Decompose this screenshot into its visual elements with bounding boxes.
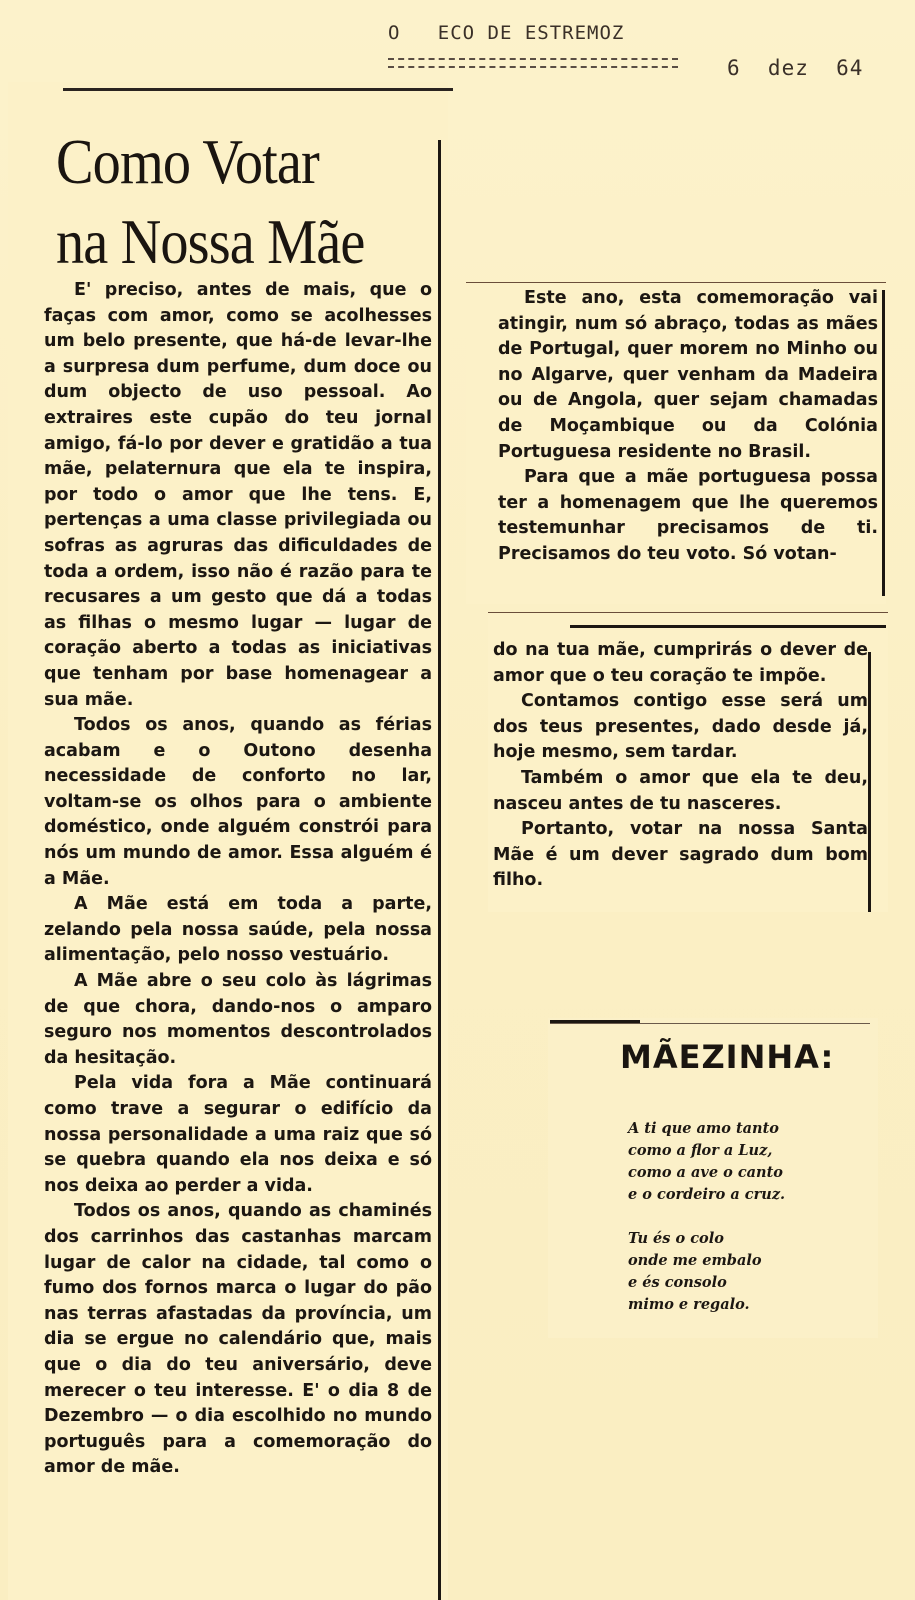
poem-line: como a flor a Luz,: [628, 1142, 773, 1159]
poem-line: e és consolo: [628, 1274, 727, 1291]
poem-rule: [550, 1023, 870, 1024]
column-rule: [868, 652, 871, 912]
poem-line: Tu és o colo: [628, 1230, 724, 1247]
poem-line: e o cordeiro a cruz.: [628, 1186, 786, 1203]
column-rule: [438, 140, 441, 1600]
article-clipping-main: [8, 82, 448, 1600]
column-rule: [882, 290, 885, 596]
poem-line: A ti que amo tanto: [628, 1120, 779, 1137]
paragraph: Também o amor que ela te deu, nasceu antes de tu nasceres.: [493, 767, 868, 814]
publication-underline: [388, 58, 678, 68]
paragraph: Contamos contigo esse será um dos teus presentes, dado desde já, hoje mesmo, sem tardar.: [493, 691, 868, 763]
section-rule: [570, 625, 886, 628]
poem-stanza: [628, 1228, 785, 1316]
headline: [56, 122, 399, 282]
top-rule: [466, 282, 886, 283]
headline-line-2: na Nossa Mãe: [56, 206, 365, 277]
top-rule: [488, 612, 888, 613]
paragraph: do na tua mãe, cumprirás o dever de amor que o teu coração te impõe.: [493, 640, 868, 686]
poem-body: [628, 1118, 785, 1338]
poem-stanza: [628, 1118, 785, 1206]
poem-line: como a ave o canto: [628, 1164, 783, 1181]
article-clipping-right-top: [466, 282, 886, 604]
poem-line: onde me embalo: [628, 1252, 762, 1269]
left-column-text: [44, 278, 432, 1481]
poem-title: MÃEZINHA:: [620, 1038, 835, 1076]
top-rule: [63, 88, 453, 91]
paragraph: Todos os anos, quando as chaminés dos carrinhos das castanhas marcam lugar de calor na cidade, tal como o fumo dos fornos marca o lugar do pão nas terras afastadas da província, um dia se ergue no calendário que, mais que o dia do teu aniversário, deve merecer o teu interesse. E' o dia 8 de Dezembro — o dia escolhido no mundo português para a comemoração do amor de mãe.: [44, 1201, 432, 1478]
paragraph: A Mãe abre o seu colo às lágrimas de que chora, dando-nos o amparo seguro nos momentos descontrolados da hesitação.: [44, 971, 432, 1068]
paragraph: A Mãe está em toda a parte, zelando pela nossa saúde, pela nossa alimentação, pelo nosso vestuário.: [44, 894, 432, 966]
paragraph: Para que a mãe portuguesa possa ter a homenagem que lhe queremos testemunhar precisamos de ti. Precisamos do teu voto. Só votan-: [498, 467, 878, 564]
right-column-b-text: [493, 638, 868, 894]
paragraph: Portanto, votar na nossa Santa Mãe é um dever sagrado dum bom filho.: [493, 819, 868, 891]
headline-line-1: Como Votar: [56, 126, 319, 197]
poem-clipping: [548, 1018, 878, 1338]
right-column-a-text: [498, 286, 878, 568]
publication-name: O ECO DE ESTREMOZ: [388, 22, 625, 44]
article-clipping-right-bottom: [488, 612, 888, 912]
poem-line: mimo e regalo.: [628, 1296, 750, 1313]
paragraph: E' preciso, antes de mais, que o faças com amor, como se acolhesses um belo presente, que há-de levar-lhe a surpresa dum perfume, dum doce ou dum objecto de uso pessoal. Ao extraires este cupão do teu jornal amigo, fá-lo por dever e gratidão a tua mãe, pelaternura que ela te inspira, por todo o amor que lhe tens. E, pertenças a uma classe privilegiada ou sofras as agruras das dificuldades de toda a ordem, isso não é razão para te recusares a um gesto que dá a todas as filhas o mesmo lugar — lugar de coração aberto a todas as iniciativas que tenham por base homenagear a sua mãe.: [44, 280, 432, 710]
paragraph: Pela vida fora a Mãe continuará como trave a segurar o edifício da nossa personalidade a uma raiz que só se quebra quando ela nos deixa e só nos deixa ao perder a vida.: [44, 1073, 432, 1196]
paragraph: Todos os anos, quando as férias acabam e o Outono desenha necessidade de conforto no lar, voltam-se os olhos para o ambiente doméstico, onde alguém constrói para nós um mundo de amor. Essa alguém é a Mãe.: [44, 715, 432, 889]
publication-date: 6 dez 64: [727, 56, 864, 80]
paragraph: Este ano, esta comemoração vai atingir, num só abraço, todas as mães de Portugal, quer morem no Minho ou no Algarve, quer venham da Madeira ou de Angola, quer sejam chamadas de Moçambique ou da Colónia Portuguesa residente no Brasil.: [498, 288, 878, 462]
